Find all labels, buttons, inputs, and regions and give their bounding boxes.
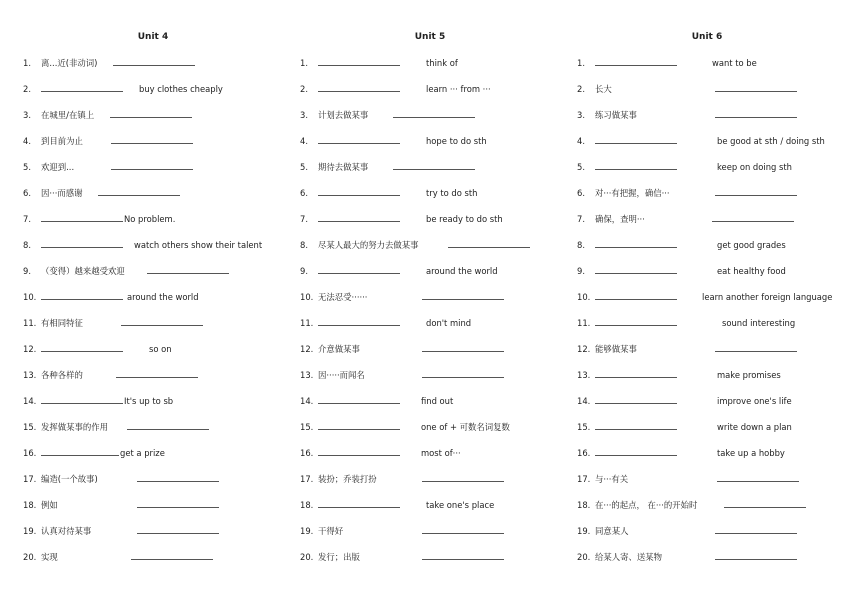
item-text: sound interesting — [722, 318, 796, 328]
item-text: so on — [149, 344, 172, 354]
item-text: 同意某人 — [595, 526, 629, 536]
answer-blank[interactable] — [137, 472, 219, 482]
item-number: 1. — [577, 58, 585, 68]
item-number: 14. — [577, 396, 591, 406]
answer-blank[interactable] — [121, 316, 203, 326]
item-text: 练习做某事 — [595, 110, 637, 120]
item-text: 对···有把握，确信··· — [595, 188, 670, 198]
item-number: 6. — [300, 188, 308, 198]
item-number: 20. — [577, 552, 591, 562]
item-number: 13. — [23, 370, 37, 380]
item-number: 13. — [300, 370, 314, 380]
item-text: 发挥做某事的作用 — [41, 422, 108, 432]
answer-blank[interactable] — [422, 368, 504, 378]
item-text: hope to do sth — [426, 136, 487, 146]
answer-blank[interactable] — [422, 290, 504, 300]
item-text: 装扮；乔装打扮 — [318, 474, 377, 484]
unit6-column — [577, 30, 857, 562]
answer-blank[interactable] — [595, 160, 677, 170]
item-text: watch others show their talent — [134, 240, 263, 250]
item-number: 1. — [300, 58, 308, 68]
item-number: 19. — [577, 526, 591, 536]
answer-blank[interactable] — [422, 550, 504, 560]
item-text: eat healthy food — [717, 266, 786, 276]
answer-blank[interactable] — [127, 420, 209, 430]
item-text: 计划去做某事 — [318, 110, 369, 120]
answer-blank[interactable] — [715, 82, 797, 92]
item-text: take up a hobby — [717, 448, 785, 458]
item-text: 给某人寄、送某物 — [595, 552, 662, 562]
item-text: around the world — [426, 266, 498, 276]
answer-blank[interactable] — [595, 316, 677, 326]
item-number: 17. — [300, 474, 314, 484]
item-number: 3. — [577, 110, 585, 120]
item-number: 15. — [577, 422, 591, 432]
item-number: 2. — [300, 84, 308, 94]
item-number: 18. — [300, 500, 314, 510]
item-number: 19. — [23, 526, 37, 536]
item-text: 在城里/在镇上 — [41, 110, 95, 120]
item-number: 19. — [300, 526, 314, 536]
item-number: 13. — [577, 370, 591, 380]
answer-blank[interactable] — [595, 394, 677, 404]
item-number: 16. — [23, 448, 37, 458]
answer-blank[interactable] — [137, 498, 219, 508]
answer-blank[interactable] — [318, 264, 400, 274]
item-number: 9. — [23, 266, 31, 276]
item-number: 20. — [300, 552, 314, 562]
answer-blank[interactable] — [111, 160, 193, 170]
answer-blank[interactable] — [318, 82, 400, 92]
item-number: 12. — [577, 344, 591, 354]
item-text: buy clothes cheaply — [139, 84, 223, 94]
item-text: 介意做某事 — [318, 344, 360, 354]
answer-blank[interactable] — [595, 134, 677, 144]
item-text: take one's place — [426, 500, 495, 510]
item-number: 5. — [300, 162, 308, 172]
item-text: one of + 可数名词复数 — [421, 422, 510, 432]
answer-blank[interactable] — [318, 498, 400, 508]
item-number: 3. — [23, 110, 31, 120]
item-number: 4. — [23, 136, 31, 146]
item-number: 8. — [577, 240, 585, 250]
item-number: 18. — [23, 500, 37, 510]
answer-blank[interactable] — [318, 212, 400, 222]
answer-blank[interactable] — [41, 82, 123, 92]
answer-blank[interactable] — [98, 186, 180, 196]
item-text: keep on doing sth — [717, 162, 792, 172]
item-text: 各种各样的 — [41, 370, 83, 380]
unit-title: Unit 6 — [691, 32, 723, 42]
answer-blank[interactable] — [318, 420, 400, 430]
answer-blank[interactable] — [422, 524, 504, 534]
answer-blank[interactable] — [41, 342, 123, 352]
item-text: 欢迎到... — [41, 162, 75, 172]
item-number: 12. — [300, 344, 314, 354]
item-number: 1. — [23, 58, 31, 68]
item-number: 5. — [23, 162, 31, 172]
item-text: want to be — [712, 58, 757, 68]
item-text: 实现 — [41, 552, 58, 562]
item-text: get good grades — [717, 240, 786, 250]
answer-blank[interactable] — [41, 446, 119, 456]
item-number: 16. — [577, 448, 591, 458]
item-text: 到目前为止 — [41, 136, 83, 146]
item-number: 9. — [300, 266, 308, 276]
item-number: 2. — [577, 84, 585, 94]
item-number: 20. — [23, 552, 37, 562]
answer-blank[interactable] — [41, 238, 123, 248]
item-text: 在···的起点， 在···的开始时 — [595, 500, 698, 510]
item-number: 6. — [577, 188, 585, 198]
answer-blank[interactable] — [595, 264, 677, 274]
answer-blank[interactable] — [595, 446, 677, 456]
item-number: 11. — [300, 318, 314, 328]
item-number: 10. — [300, 292, 314, 302]
item-number: 7. — [23, 214, 31, 224]
item-number: 17. — [577, 474, 591, 484]
item-text: 离...近(非动词) — [41, 58, 98, 68]
item-text: 期待去做某事 — [318, 162, 369, 172]
item-number: 2. — [23, 84, 31, 94]
item-number: 6. — [23, 188, 31, 198]
item-number: 16. — [300, 448, 314, 458]
item-text: get a prize — [120, 448, 165, 458]
answer-blank[interactable] — [715, 342, 797, 352]
answer-blank[interactable] — [595, 420, 677, 430]
answer-blank[interactable] — [110, 108, 192, 118]
item-text: be ready to do sth — [426, 214, 503, 224]
item-text: 编造(一个故事) — [41, 474, 98, 484]
item-text: improve one's life — [717, 396, 792, 406]
item-text: most of··· — [421, 448, 461, 458]
item-number: 9. — [577, 266, 585, 276]
item-text: 无法忍受······ — [318, 292, 368, 302]
answer-blank[interactable] — [147, 264, 229, 274]
answer-blank[interactable] — [595, 368, 677, 378]
answer-blank[interactable] — [715, 550, 797, 560]
answer-blank[interactable] — [318, 316, 400, 326]
answer-blank[interactable] — [393, 108, 475, 118]
answer-blank[interactable] — [717, 472, 799, 482]
item-text: （变得）越来越受欢迎 — [41, 266, 125, 276]
item-text: learn ··· from ··· — [426, 84, 491, 94]
answer-blank[interactable] — [41, 212, 123, 222]
item-text: 因·····而闻名 — [318, 370, 365, 380]
item-number: 4. — [577, 136, 585, 146]
answer-blank[interactable] — [113, 56, 195, 66]
item-text: try to do sth — [426, 188, 478, 198]
item-number: 11. — [23, 318, 37, 328]
item-number: 12. — [23, 344, 37, 354]
item-text: 长大 — [595, 84, 612, 94]
item-text: 因···而感谢 — [41, 188, 83, 198]
item-number: 4. — [300, 136, 308, 146]
answer-blank[interactable] — [318, 394, 400, 404]
item-number: 8. — [23, 240, 31, 250]
item-text: 有相同特征 — [41, 318, 83, 328]
item-text: 能够做某事 — [595, 344, 637, 354]
answer-blank[interactable] — [595, 290, 677, 300]
item-text: think of — [426, 58, 458, 68]
answer-blank[interactable] — [715, 186, 797, 196]
item-text: 认真对待某事 — [41, 526, 92, 536]
item-number: 10. — [23, 292, 37, 302]
answer-blank[interactable] — [393, 160, 475, 170]
item-number: 17. — [23, 474, 37, 484]
item-number: 7. — [577, 214, 585, 224]
answer-blank[interactable] — [422, 342, 504, 352]
item-number: 14. — [300, 396, 314, 406]
unit4-column — [23, 30, 303, 562]
item-number: 10. — [577, 292, 591, 302]
answer-blank[interactable] — [137, 524, 219, 534]
answer-blank[interactable] — [41, 290, 123, 300]
unit5-column — [300, 30, 580, 562]
answer-blank[interactable] — [111, 134, 193, 144]
unit-title: Unit 4 — [137, 32, 169, 42]
item-text: be good at sth / doing sth — [717, 136, 825, 146]
answer-blank[interactable] — [715, 524, 797, 534]
answer-blank[interactable] — [724, 498, 806, 508]
item-number: 3. — [300, 110, 308, 120]
item-text: learn another foreign language — [702, 292, 833, 302]
item-text: write down a plan — [717, 422, 792, 432]
item-number: 15. — [23, 422, 37, 432]
item-number: 7. — [300, 214, 308, 224]
answer-blank[interactable] — [131, 550, 213, 560]
item-number: 5. — [577, 162, 585, 172]
item-text: No problem. — [124, 214, 176, 224]
item-number: 14. — [23, 396, 37, 406]
answer-blank[interactable] — [422, 472, 504, 482]
item-text: 干得好 — [318, 526, 344, 536]
item-text: 发行；出版 — [318, 552, 360, 562]
answer-blank[interactable] — [595, 238, 677, 248]
answer-blank[interactable] — [41, 394, 123, 404]
item-number: 18. — [577, 500, 591, 510]
item-text: find out — [421, 396, 454, 406]
item-text: 确保，查明··· — [595, 214, 645, 224]
unit-title: Unit 5 — [414, 32, 446, 42]
answer-blank[interactable] — [595, 56, 677, 66]
item-number: 8. — [300, 240, 308, 250]
answer-blank[interactable] — [448, 238, 530, 248]
answer-blank[interactable] — [116, 368, 198, 378]
item-number: 15. — [300, 422, 314, 432]
answer-blank[interactable] — [318, 134, 400, 144]
item-text: make promises — [717, 370, 781, 380]
answer-blank[interactable] — [712, 212, 794, 222]
item-text: 与···有关 — [595, 474, 629, 484]
item-number: 11. — [577, 318, 591, 328]
answer-blank[interactable] — [318, 56, 400, 66]
answer-blank[interactable] — [318, 186, 400, 196]
answer-blank[interactable] — [318, 446, 400, 456]
item-text: don't mind — [426, 318, 472, 328]
item-text: 例如 — [41, 500, 58, 510]
item-text: It's up to sb — [124, 396, 174, 406]
answer-blank[interactable] — [715, 108, 797, 118]
item-text: 尽某人最大的努力去做某事 — [318, 240, 419, 250]
item-text: around the world — [127, 292, 199, 302]
